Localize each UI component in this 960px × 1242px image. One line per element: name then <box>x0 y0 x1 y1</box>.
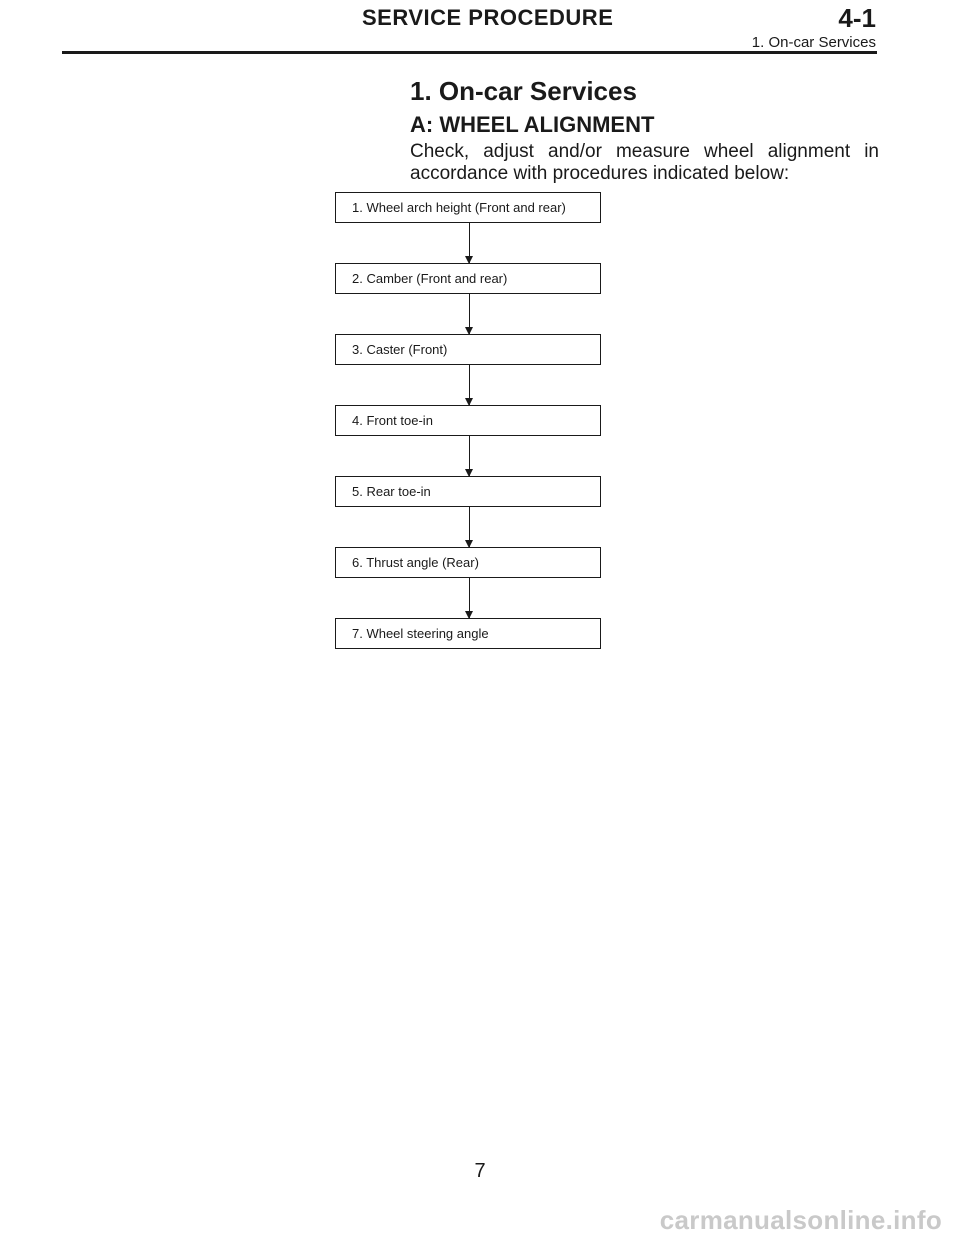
flow-step-3: 3. Caster (Front) <box>335 334 601 365</box>
instruction-paragraph: Check, adjust and/or measure wheel alignment in accordance with procedures indicated below: <box>410 141 879 184</box>
subsection-heading: A: WHEEL ALIGNMENT <box>410 112 655 137</box>
flow-step-7: 7. Wheel steering angle <box>335 618 601 649</box>
flow-step-6: 6. Thrust angle (Rear) <box>335 547 601 578</box>
site-watermark: carmanualsonline.info <box>659 1205 942 1235</box>
header-rule <box>62 51 877 54</box>
section-heading: 1. On-car Services <box>410 76 637 106</box>
flow-arrow-4 <box>469 436 470 476</box>
flow-step-4: 4. Front toe-in <box>335 405 601 436</box>
header-section-number: 4-1 <box>838 3 876 33</box>
header-subsection: 1. On-car Services <box>751 34 876 51</box>
page-number: 7 <box>474 1160 486 1182</box>
flow-arrow-2 <box>469 294 470 334</box>
flow-step-5: 5. Rear toe-in <box>335 476 601 507</box>
flow-arrow-5 <box>469 507 470 547</box>
flow-arrow-6 <box>469 578 470 618</box>
header-title: SERVICE PROCEDURE <box>362 5 614 30</box>
flow-arrow-3 <box>469 365 470 405</box>
flow-step-2: 2. Camber (Front and rear) <box>335 263 601 294</box>
flow-arrow-1 <box>469 223 470 263</box>
flow-step-1: 1. Wheel arch height (Front and rear) <box>335 192 601 223</box>
